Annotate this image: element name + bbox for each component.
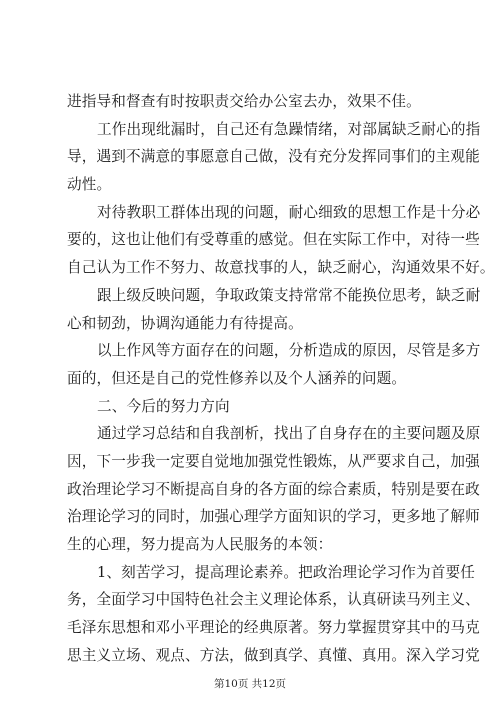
text-line: 思主义立场、观点、方法，做到真学、真懂、真用。深入学习党 (67, 646, 480, 664)
text-line: 心和韧劲，协调沟通能力有待提高。 (67, 314, 303, 332)
page-number: 第10页 共12页 (213, 678, 287, 690)
text-line: 毛泽东思想和邓小平理论的经典原著。努力掌握贯穿其中的马克 (67, 619, 480, 637)
text-line: 因，下一步我一定要自觉地加强党性锻炼，从严要求自己，加强 (67, 452, 480, 470)
text-line: 导，遇到不满意的事愿意自己做，没有充分发挥同事们的主观能 (67, 148, 480, 166)
text-line: 动性。 (67, 176, 112, 194)
text-line: 进指导和督查有时按职责交给办公室去办，效果不佳。 (67, 93, 421, 110)
text-line: 跟上级反映问题，争取政策支持常常不能换位思考，缺乏耐 (97, 286, 481, 304)
text-line: 工作出现纰漏时，自己还有急躁情绪，对部属缺乏耐心的指 (97, 120, 481, 138)
text-line: 生的心理，努力提高为人民服务的本领： (67, 536, 333, 553)
text-line: 1、刻苦学习，提高理论素养。把政治理论学习作为首要任 (97, 563, 476, 581)
text-line: 通过学习总结和自我剖析，找出了自身存在的主要问题及原 (97, 425, 481, 443)
text-line: 对待教职工群体出现的问题，耐心细致的思想工作是十分必 (97, 203, 481, 221)
text-line: 自己认为工作不努力、故意找事的人，缺乏耐心，沟通效果不好。 (67, 259, 495, 277)
document-body (67, 88, 495, 669)
text-line: 以上作风等方面存在的问题，分析造成的原因，尽管是多方 (97, 342, 481, 360)
text-line: 政治理论学习不断提高自身的各方面的综合素质，特别是要在政 (67, 480, 480, 498)
text-line: 面的，但还是自己的党性修养以及个人涵养的问题。 (67, 369, 407, 387)
section-heading: 二、今后的努力方向 (97, 397, 230, 415)
text-line: 治理论学习的同时，加强心理学方面知识的学习，更多地了解师 (67, 508, 480, 526)
text-line: 务，全面学习中国特色社会主义理论体系，认真研读马列主义、 (67, 591, 480, 609)
text-line: 要的，这也让他们有受尊重的感觉。但在实际工作中，对待一些 (67, 231, 480, 249)
